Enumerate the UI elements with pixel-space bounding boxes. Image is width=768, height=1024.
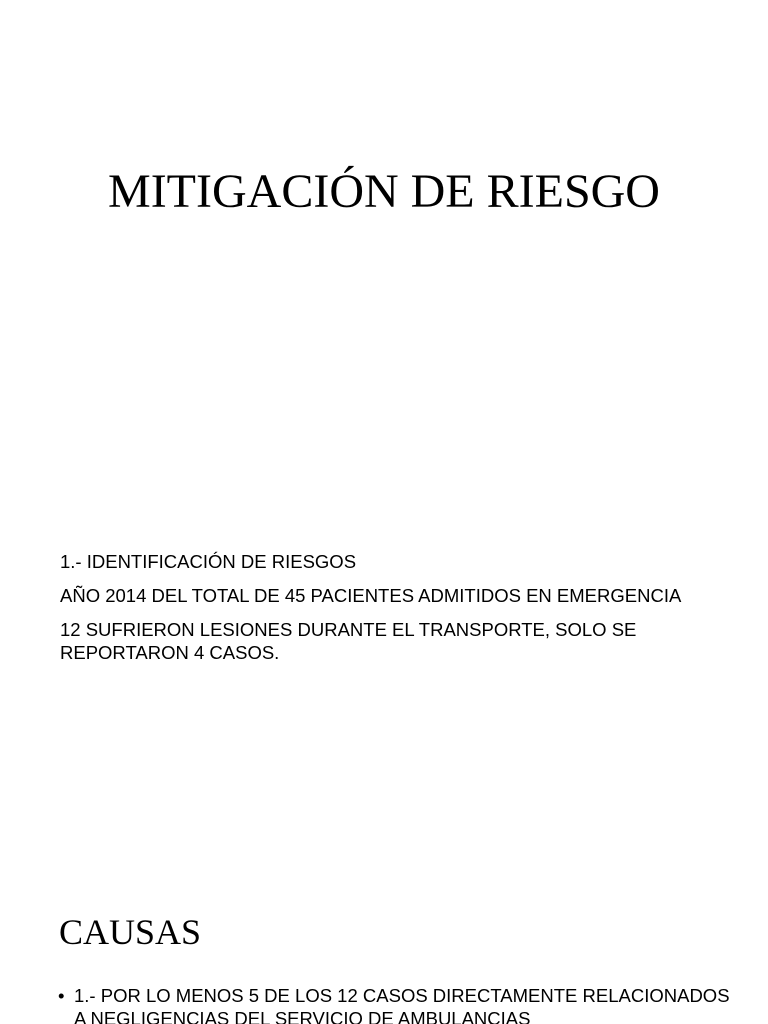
causes-heading: CAUSAS xyxy=(59,912,202,952)
slide-risk-identification xyxy=(0,520,768,880)
bullet-icon: • xyxy=(58,985,65,1006)
slide-title-heading: MITIGACIÓN DE RIESGO xyxy=(108,165,660,218)
slide-causes xyxy=(0,880,768,1024)
causes-bullet-list xyxy=(58,984,758,1024)
cause-text: 1.- POR LO MENOS 5 DE LOS 12 CASOS DIRECTAMENTE RELACIONADOS A NEGLIGENCIAS DEL SERVICIO DE AMBULANCIAS xyxy=(74,985,730,1024)
risk-line-1: 1.- IDENTIFICACIÓN DE RIESGOS xyxy=(60,551,357,572)
list-item xyxy=(58,984,758,1024)
risk-line-2: AÑO 2014 DEL TOTAL DE 45 PACIENTES ADMITIDOS EN EMERGENCIA xyxy=(60,585,682,606)
risk-line-3: 12 SUFRIERON LESIONES DURANTE EL TRANSPORTE, SOLO SE REPORTARON 4 CASOS. xyxy=(60,619,637,663)
